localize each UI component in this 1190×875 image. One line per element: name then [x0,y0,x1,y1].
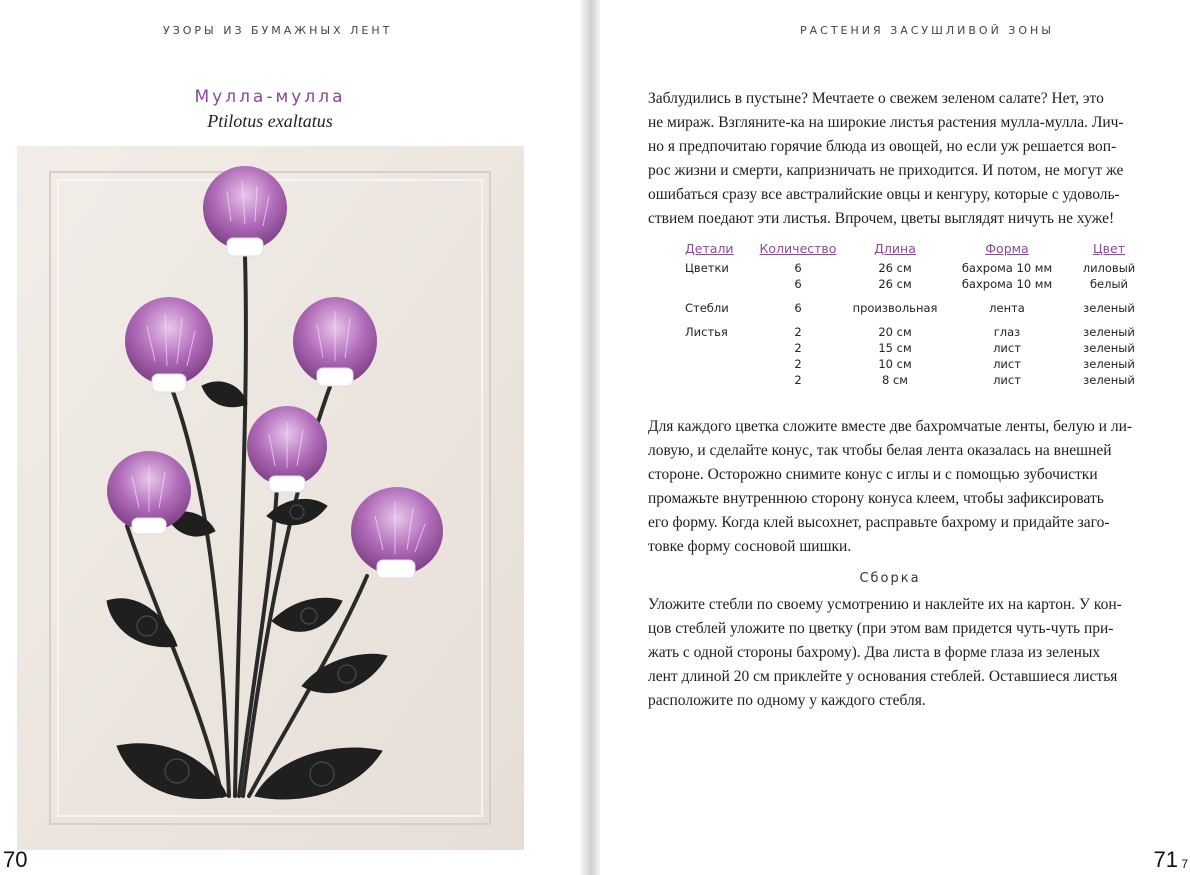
column-header: Длина [874,241,916,256]
table-row [685,276,1155,292]
text-line: ствием поедают эти листья. Впрочем, цветы выглядят ничуть не хуже! [648,210,1115,227]
text-line: Для каждого цветка сложите вместе две бахромчатые ленты, белую и ли- [648,418,1133,435]
table-row [685,292,1155,316]
text-line: цов стеблей уложите по цветку (при этом вам придется чуть-чуть при- [648,620,1114,637]
page-number-left: 70 [3,847,28,872]
text-line: его форму. Когда клей высохнет, расправьте бахрому и придайте заго- [648,514,1110,531]
table-cell: Стебли [685,301,729,315]
text-line: но я предпочитаю горячие блюда из овощей, но если уж решается воп- [648,138,1117,155]
flower-instructions-paragraph [648,415,1158,559]
table-cell: 6 [794,277,802,291]
table-cell: 2 [794,325,802,339]
plant-latin-name: Ptilotus exaltatus [207,111,333,131]
page-number-tail: 7 [1181,857,1188,871]
table-cell: зеленый [1083,357,1135,371]
text-line: ловую, и сделайте конус, так чтобы белая лента оказалась на внешней [648,442,1112,459]
table-cell: бахрома 10 мм [961,261,1053,275]
table-cell: 26 см [878,261,912,275]
column-header: Количество [759,241,837,256]
table-cell [685,340,757,356]
table-cell: Листья [685,325,728,339]
table-cell: 6 [794,301,802,315]
table-cell: лист [993,341,1021,355]
right-page [600,0,1190,875]
book-gutter [580,0,600,875]
text-line: ошибаться сразу все австралийские овцы и кенгуру, которые с удоволь- [648,186,1120,203]
table-row [685,372,1155,388]
table-cell: 2 [794,341,802,355]
text-line: Уложите стебли по своему усмотрению и наклейте их на картон. У кон- [648,596,1122,613]
table-cell: Цветки [685,261,729,275]
table-row [685,316,1155,340]
table-cell: 2 [794,373,802,387]
plant-title: Мулла-мулла [194,87,346,107]
page-number-right: 71 [1153,847,1178,872]
table-cell: зеленый [1083,341,1135,355]
table-row [685,260,1155,276]
assembly-heading: Сборка [859,571,921,586]
text-line: рос жизни и смерти, капризничать не приходится. И потом, не могут же [648,162,1124,179]
running-head-left: УЗОРЫ ИЗ БУМАЖНЫХ ЛЕНТ [163,24,393,37]
quilling-card-photo [17,146,524,850]
text-line: Заблудились в пустыне? Мечтаете о свежем зеленом салате? Нет, это [648,90,1104,107]
table-cell: 2 [794,357,802,371]
table-header-row [685,241,1155,260]
table-cell: лист [993,357,1021,371]
text-line: лент длиной 20 см приклейте у основания стеблей. Оставшиеся листья [648,668,1118,685]
table-cell: белый [1089,277,1129,291]
running-head-right: РАСТЕНИЯ ЗАСУШЛИВОЙ ЗОНЫ [800,24,1054,37]
table-cell: лиловый [1082,261,1136,275]
table-cell: 20 см [878,325,912,339]
quilling-illustration [17,146,524,850]
table-cell: 6 [794,261,802,275]
text-line: товке форму сосновой шишки. [648,538,852,555]
table-cell: лента [989,301,1025,315]
column-header: Форма [985,241,1029,256]
table-cell [685,356,757,372]
table-cell [685,276,757,292]
text-line: не мираж. Взгляните-ка на широкие листья растения мулла-мулла. Лич- [648,114,1124,131]
assembly-paragraph [648,593,1158,713]
table-cell: 26 см [878,277,912,291]
table-cell: 10 см [878,357,912,371]
table-cell: лист [993,373,1021,387]
table-cell: 8 см [882,373,908,387]
table-cell [685,372,757,388]
table-row [685,356,1155,372]
column-header: Детали [685,241,734,256]
text-line: жать с одной стороны бахрому). Два листа в форме глаза из зеленых [648,644,1101,661]
column-header: Цвет [1092,241,1126,256]
table-cell: зеленый [1083,373,1135,387]
table-row [685,340,1155,356]
table-cell: зеленый [1083,301,1135,315]
table-cell: произвольная [852,301,938,315]
text-line: расположите по одному у каждого стебля. [648,692,926,709]
left-page [0,0,580,875]
table-cell: 15 см [878,341,912,355]
table-cell: глаз [993,325,1021,339]
text-line: промажьте внутреннюю сторону конуса клеем, чтобы зафиксировать [648,490,1104,507]
table-cell: зеленый [1083,325,1135,339]
text-line: стороне. Осторожно снимите конус с иглы и с помощью зубочистки [648,466,1098,483]
intro-paragraph [648,87,1158,231]
materials-table [685,241,1155,388]
table-cell: бахрома 10 мм [961,277,1053,291]
